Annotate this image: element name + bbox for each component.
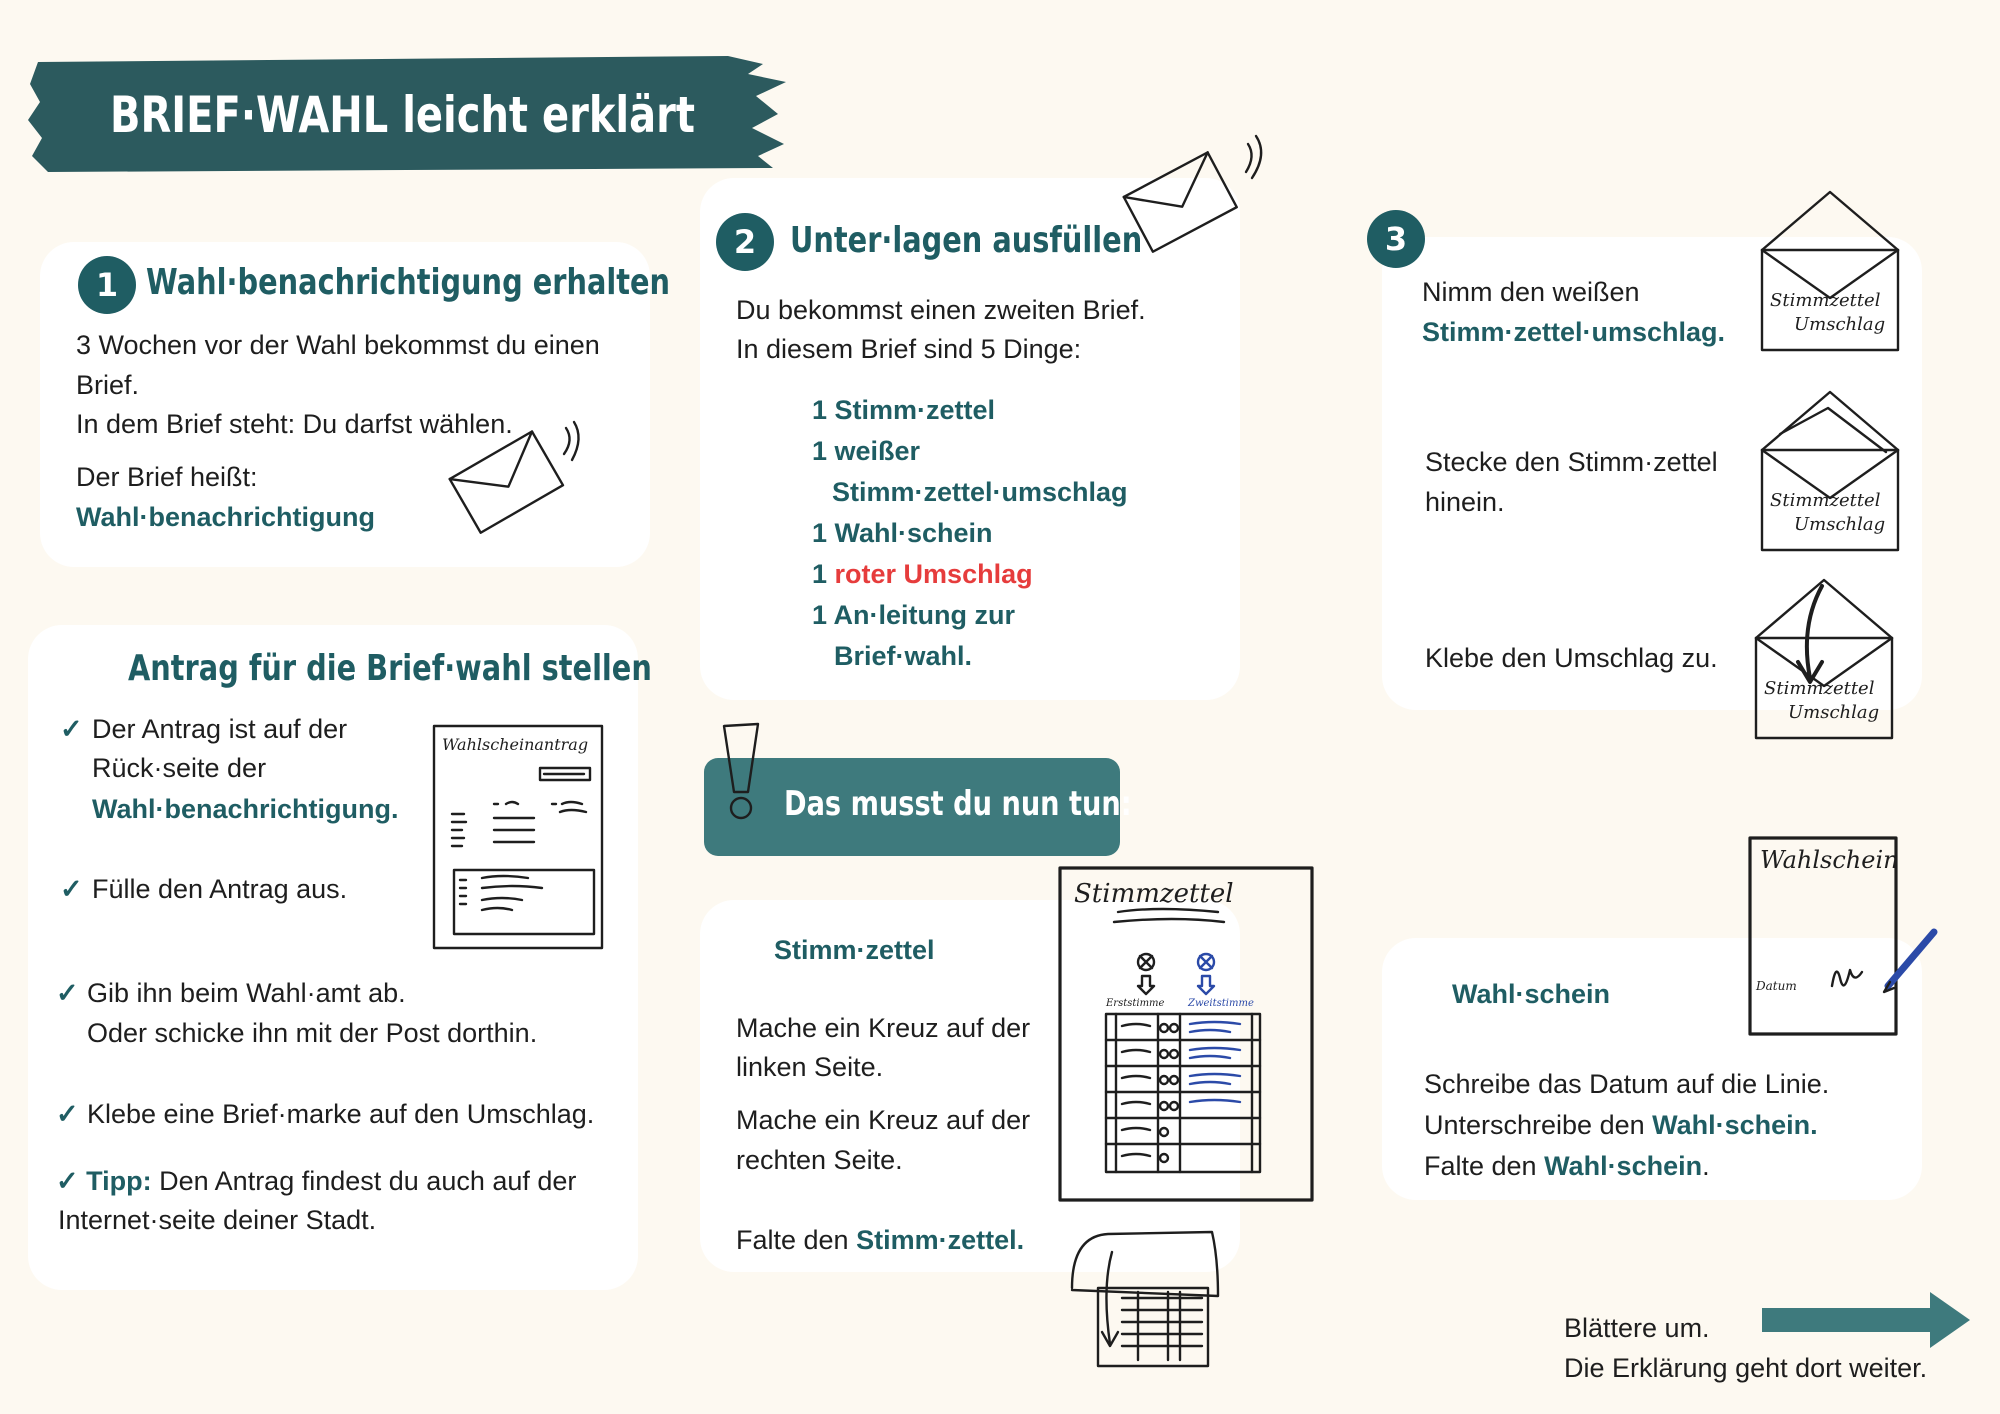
wahlschein-sketch-title: Wahlschein bbox=[1760, 846, 1899, 874]
svg-text:Umschlag: Umschlag bbox=[1788, 702, 1880, 723]
antrag-check-2: ✓ bbox=[60, 874, 83, 904]
stimmzettel-p2b: rechten Seite. bbox=[736, 1145, 903, 1175]
wahlschein-l2: Unterschreibe den Wahl·schein. bbox=[1424, 1110, 1818, 1140]
wahlschein-l1: Schreibe das Datum auf die Linie. bbox=[1424, 1069, 1830, 1099]
antrag-item1-a: Der Antrag ist auf der bbox=[92, 714, 348, 744]
stimmzettel-p1b: linken Seite. bbox=[736, 1052, 884, 1082]
step2-badge: 2 bbox=[716, 213, 774, 271]
ballot-sketch-title: Stimmzettel bbox=[1074, 879, 1234, 909]
application-form-sketch bbox=[432, 722, 604, 950]
wahlschein-l3: Falte den Wahl·schein. bbox=[1424, 1151, 1710, 1181]
form-sketch-title: Wahlscheinantrag bbox=[442, 735, 589, 754]
svg-text:Stimmzettel: Stimmzettel bbox=[1770, 290, 1881, 311]
step1-badge: 1 bbox=[78, 256, 136, 314]
folded-ballot-sketch bbox=[1068, 1228, 1226, 1372]
step2-intro-2: In diesem Brief sind 5 Dinge: bbox=[736, 334, 1082, 364]
antrag-item1-b: Rück·seite der bbox=[92, 753, 267, 783]
envelope-with-ballot-icon bbox=[1756, 388, 1906, 558]
antrag-check-3: ✓ bbox=[56, 978, 79, 1008]
step2-intro-1: Du bekommst einen zweiten Brief. bbox=[736, 295, 1146, 325]
step3-a1: Nimm den weißen bbox=[1422, 277, 1640, 307]
footer-line2: Die Erklärung geht dort weiter. bbox=[1564, 1353, 1928, 1383]
antrag-item1-c: Wahl·benachrichtigung. bbox=[92, 794, 399, 824]
wahlschein-sketch bbox=[1748, 836, 1940, 1036]
header-banner bbox=[28, 56, 788, 172]
step3-b1: Stecke den Stimm·zettel bbox=[1425, 447, 1718, 477]
step3-a2: Stimm·zettel·umschlag. bbox=[1422, 317, 1726, 347]
stimmzettel-p2a: Mache ein Kreuz auf der bbox=[736, 1105, 1031, 1135]
step1-highlight: Wahl·benachrichtigung bbox=[76, 502, 375, 532]
antrag-item4: Klebe eine Brief·marke auf den Umschlag. bbox=[87, 1099, 595, 1129]
svg-text:Umschlag: Umschlag bbox=[1794, 314, 1886, 335]
footer-line1: Blättere um. bbox=[1564, 1313, 1710, 1343]
step2-list-item-2: 1 weißer bbox=[812, 436, 921, 466]
step1-text-4: Der Brief heißt: bbox=[76, 462, 258, 492]
step2-list-item-6: 1 An·leitung zur bbox=[812, 600, 1015, 630]
ballot-sketch bbox=[1058, 866, 1314, 1202]
exclamation-icon bbox=[716, 722, 766, 822]
svg-text:Umschlag: Umschlag bbox=[1794, 514, 1886, 535]
antrag-tip-line2: Internet·seite deiner Stadt. bbox=[58, 1205, 377, 1235]
zweitstimme-label: Zweitstimme bbox=[1188, 998, 1254, 1009]
red-envelope-text: roter Umschlag bbox=[834, 559, 1033, 589]
step3-c1: Klebe den Umschlag zu. bbox=[1425, 643, 1718, 673]
erststimme-label: Erststimme bbox=[1106, 998, 1165, 1009]
step1-text-1: 3 Wochen vor der Wahl bekommst du einen bbox=[76, 330, 600, 360]
svg-text:Stimmzettel: Stimmzettel bbox=[1770, 490, 1881, 511]
page-title: BRIEF·WAHL leicht erklärt bbox=[110, 86, 695, 144]
wahlschein-sketch-date: Datum bbox=[1756, 979, 1797, 993]
next-page-arrow-icon[interactable] bbox=[1762, 1290, 1972, 1350]
stimmzettel-heading: Stimm·zettel bbox=[774, 935, 935, 965]
antrag-item2: Fülle den Antrag aus. bbox=[92, 874, 348, 904]
step1-text-2: Brief. bbox=[76, 370, 140, 400]
step2-list-item-5: 1 roter Umschlag bbox=[812, 559, 1033, 589]
antrag-check-1: ✓ bbox=[60, 714, 83, 744]
step1-title: Wahl·benachrichtigung erhalten bbox=[146, 262, 671, 303]
step2-title: Unter·lagen ausfüllen bbox=[790, 220, 1143, 261]
step1-text-3: In dem Brief steht: Du darfst wählen. bbox=[76, 409, 513, 439]
tip-label: Tipp: bbox=[86, 1166, 152, 1196]
step2-list-item-1: 1 Stimm·zettel bbox=[812, 395, 996, 425]
envelope-icon-2 bbox=[1122, 130, 1272, 260]
svg-text:Stimmzettel: Stimmzettel bbox=[1764, 678, 1875, 699]
stimmzettel-p3: Falte den Stimm·zettel. bbox=[736, 1225, 1025, 1255]
antrag-item3-a: Gib ihn beim Wahl·amt ab. bbox=[87, 978, 406, 1008]
stimmzettel-p1a: Mache ein Kreuz auf der bbox=[736, 1013, 1031, 1043]
step3-b2: hinein. bbox=[1425, 487, 1505, 517]
step2-list-item-4: 1 Wahl·schein bbox=[812, 518, 993, 548]
open-envelope-icon bbox=[1756, 188, 1906, 358]
wahlschein-heading: Wahl·schein bbox=[1452, 979, 1611, 1009]
antrag-tip-line1: ✓ Tipp: Den Antrag findest du auch auf der bbox=[56, 1166, 577, 1196]
step2-list-item-7: Brief·wahl. bbox=[834, 641, 973, 671]
sealed-envelope-icon bbox=[1750, 576, 1900, 746]
envelope-icon bbox=[448, 420, 578, 540]
step3-badge: 3 bbox=[1367, 210, 1425, 268]
antrag-item3-b: Oder schicke ihn mit der Post dorthin. bbox=[87, 1018, 538, 1048]
antrag-title: Antrag für die Brief·wahl stellen bbox=[128, 648, 652, 689]
callout-label: Das musst du nun tun: bbox=[784, 784, 1132, 824]
antrag-check-4: ✓ bbox=[56, 1099, 79, 1129]
step2-list-item-3: Stimm·zettel·umschlag bbox=[832, 477, 1128, 507]
